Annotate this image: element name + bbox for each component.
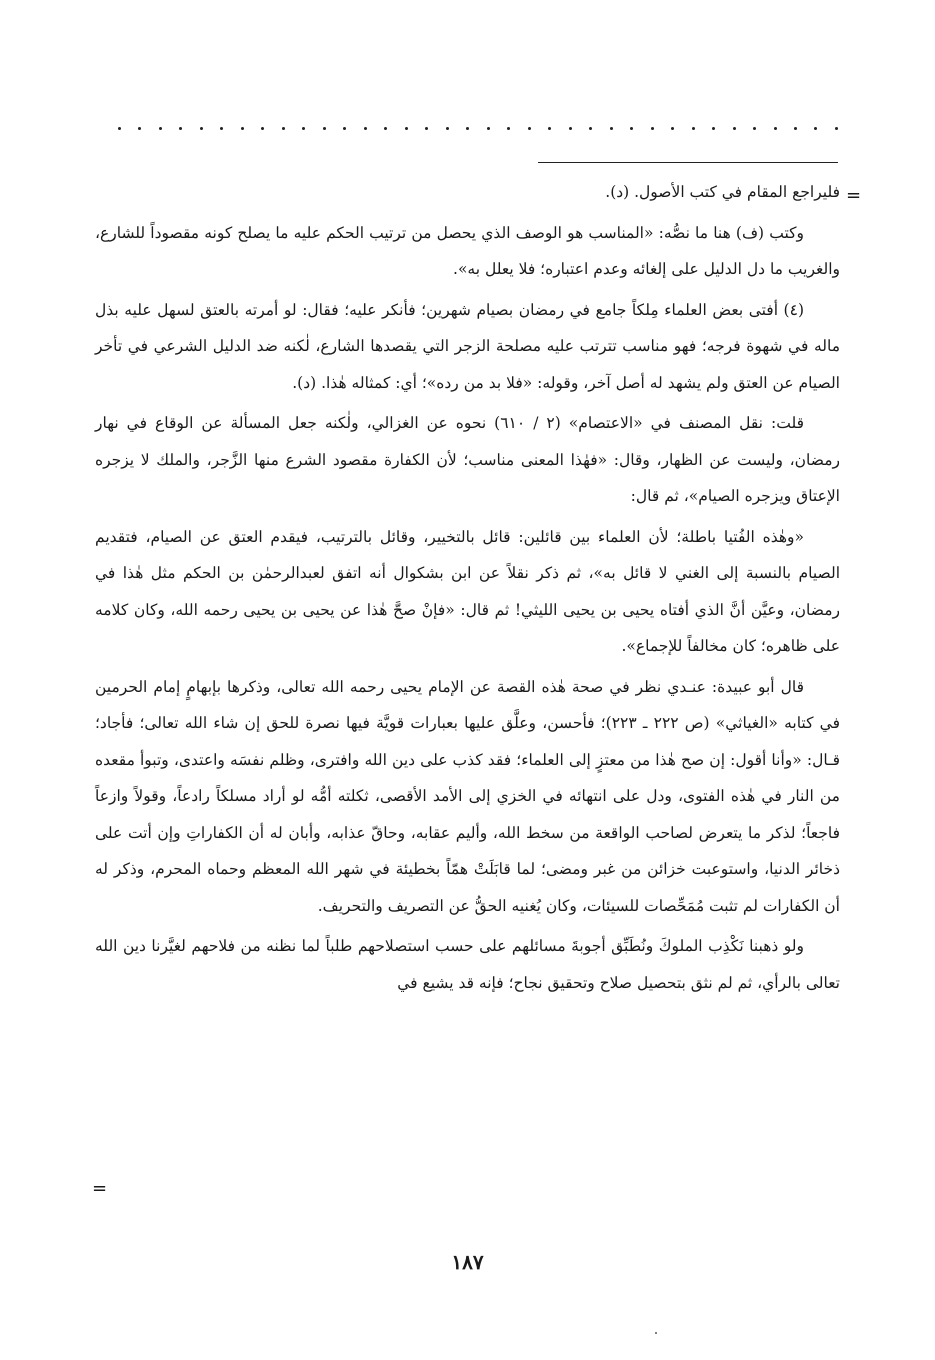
separator-dot <box>323 127 326 130</box>
separator-dot <box>487 127 490 130</box>
separator-dot <box>630 127 633 130</box>
footnote-rule <box>538 162 838 163</box>
separator-dot <box>405 127 408 130</box>
footnotes-body <box>95 174 840 1005</box>
separator-dot <box>302 127 305 130</box>
separator-dot <box>589 127 592 130</box>
separator-dot <box>712 127 715 130</box>
separator-dot <box>610 127 613 130</box>
paragraph: وكتب (ف) هنا ما نصُّه: «المناسب هو الوصف الذي يحصل من ترتيب الحكم عليه ما يصلح كونه مقصوداً للشارع، والغريب ما دل الدليل على إلغائه وعدم اعتباره؛ فلا يعلل به». <box>95 223 840 278</box>
separator-dot <box>794 127 797 130</box>
separator-dot <box>159 127 162 130</box>
separator-dot <box>364 127 367 130</box>
separator-dot <box>138 127 141 130</box>
separator-dot <box>528 127 531 130</box>
separator-dot <box>733 127 736 130</box>
separator-dot <box>569 127 572 130</box>
paragraph: قلت: نقل المصنف في «الاعتصام» (٢ / ٦١٠) نحوه عن الغزالي، ولٰكنه جعل المسألة عن الوقاع في نهار رمضان، وليست عن الظهار، وقال: «فهٰذا المعنى مناسب؛ لأن الكفارة مقصود الشرع منها الزَّجر، والملك لا يزجره الإعتاق ويزجره الصيام»، ثم قال: <box>95 414 840 505</box>
separator-dot <box>179 127 182 130</box>
separator-dot <box>384 127 387 130</box>
separator-dot <box>241 127 244 130</box>
separator-dot <box>671 127 674 130</box>
separator-dot <box>466 127 469 130</box>
separator-dot <box>343 127 346 130</box>
paragraph: (٤) أفتى بعض العلماء مِلكاً جامع في رمضان بصيام شهرين؛ فأنكر عليه؛ فقال: لو أمرته بالعتق لسهل عليه بذل ماله في شهوة فرجه؛ فهو مناسب تترتب عليه مصلحة الزجر التي يقصدها الشارع، لٰكنه ضد الدليل الشرعي في تأخر الصيام عن العتق ولم يشهد له أصل آخر، وقوله: «فلا بد من رده»؛ أي: كمثاله هٰذا. (د). <box>95 300 840 392</box>
separator-dot <box>220 127 223 130</box>
paragraph: «وهٰذه الفُتيا باطلة؛ لأن العلماء بين قائلين: قائل بالتخيير، وقائل بالترتيب، فيقدم العتق عن الصيام، فتقديم الصيام بالنسبة إلى الغني لا قائل به»، ثم ذكر نقلاً عن ابن بشكوال أنه اتفق لعبدالرحمٰن بن الحكم مثل هٰذا في رمضان، وعيَّن أنَّ الذي أفتاه يحيى بن يحيى الليثي! ثم قال: «فإنْ صحَّ هٰذا عن يحيى بن يحيى رحمه الله، وكان كلامه على ظاهره؛ كان مخالفاً للإجماع». <box>95 527 840 655</box>
separator-dot <box>753 127 756 130</box>
continuation-mark-start: = <box>846 185 862 206</box>
separator-dot <box>692 127 695 130</box>
separator-dot <box>282 127 285 130</box>
separator-dot <box>835 127 838 130</box>
paragraph: ولو ذهبنا نَكْذِب الملوكَ ونُطَبِّق أجوبةَ مسائلهم على حسب استصلاحهم طلباً لما نظنه من فلاحهم لغيَّرنا دين الله تعالى بالرأي، ثم لم نثق بتحصيل صلاح وتحقيق نجاح؛ فإنه قد يشيع في <box>95 937 840 992</box>
separator-dot <box>548 127 551 130</box>
separator-dot <box>446 127 449 130</box>
separator-dot <box>425 127 428 130</box>
paragraph: قال أبو عبيدة: عنـدي نظر في صحة هٰذه القصة عن الإمام يحيى رحمه الله تعالى، وذكرها بإبهامٍ إمام الحرمين في كتابه «الغياثي» (ص ٢٢٢ ـ ٢٢٣)؛ فأحسن، وعلَّق عليها بعبارات قويَّة فيها نصرة للحق إن شاء الله تعالى؛ فأجاد؛ قـال: «وأنا أقول: إن صح هٰذا من معتزٍ إلى العلماء؛ فقد كذب على دين الله وافترى، وظلم نفسَه واعتدى، وتبوأ مقعده من النار في هٰذه الفتوى، ودل على انتهائه في الخزي إلى الأمد الأقصى، ثكلته أمُّه لو أراد مسلكاً رادعاً، وقولاً وازعاً فاجعاً؛ لذكر ما يتعرض لصاحب الواقعة من سخط الله، وأليم عقابه، وحاقّ عذابه، وأبان له أن الكفاراتِ وإن أتت على ذخائر الدنيا، واستوعبت خزائن من غبر ومضى؛ لما قابَلَتْ همّاً بخطيئة في شهر الله المعظم وحماه المحرم، وذكر له أن الكفارات لم تثبت مُمَحِّصات للسيئات، وكان يُغنيه الحقُّ عن التصريف والتحريف. <box>95 677 840 915</box>
scan-speck <box>655 1332 657 1334</box>
continuation-mark-end: = <box>92 1178 108 1199</box>
separator-dot <box>651 127 654 130</box>
separator-dot <box>814 127 817 130</box>
page-number: ١٨٧ <box>451 1250 484 1274</box>
separator-dot <box>507 127 510 130</box>
dotted-separator <box>118 118 838 138</box>
separator-dot <box>774 127 777 130</box>
separator-dot <box>200 127 203 130</box>
separator-dot <box>261 127 264 130</box>
footnote-continuation: فليراجع المقام في كتب الأصول. (د). <box>605 183 840 201</box>
separator-dot <box>118 127 121 130</box>
